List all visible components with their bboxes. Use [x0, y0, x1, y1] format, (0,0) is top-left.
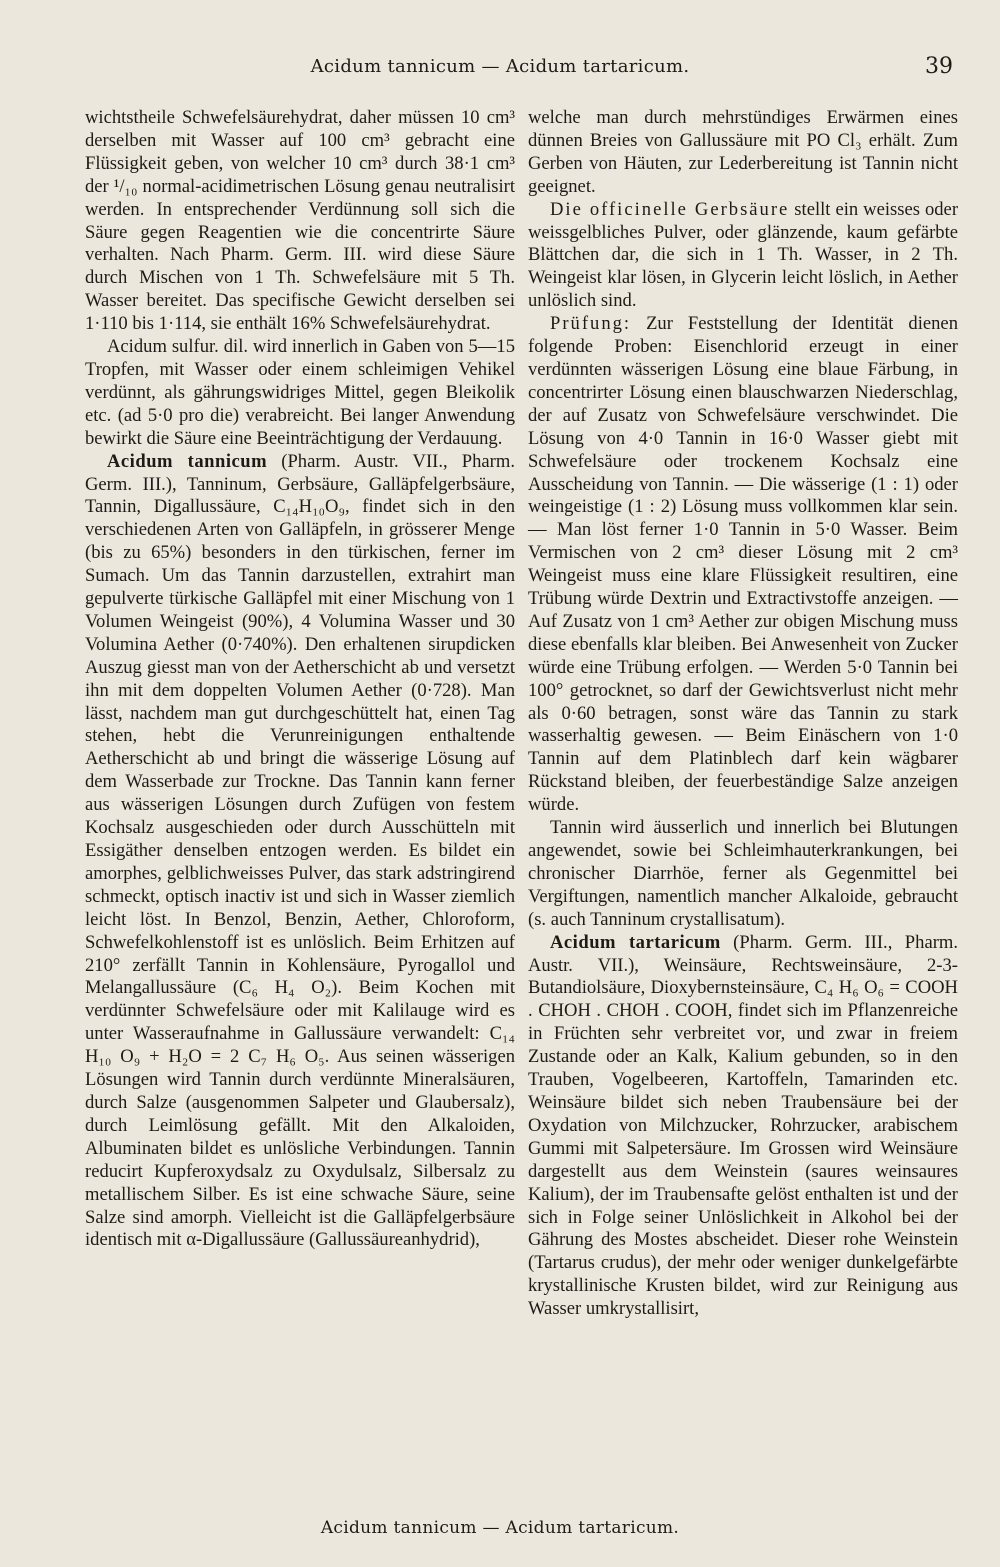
spaced-term: Die officinelle Gerbsäure [550, 198, 790, 220]
running-head: Acidum tannicum — Acidum tartaricum. [310, 56, 690, 77]
paragraph-text: Zur Feststellung der Identität dienen folgende Proben: Eisenchlorid erzeugt in einer verdünnten wässerigen Lösung eine blaue Färbung, in concentrirter Lösung einen blauschwarzen Niederschlag, der auf Zusatz von Schwefelsäure verschwindet. Die Lösung von 4·0 Tannin in 16·0 Wasser giebt mit Schwefelsäure oder trockenem Kochsalz eine Ausscheidung von Tannin. — Die wässerige (1 : 1) oder weingeistige (1 : 2) Lösung muss vollkommen klar sein. — Man löst ferner 1·0 Tannin in 5·0 Wasser. Beim Vermischen von 2 cm³ dieser Lösung mit 2 cm³ Weingeist muss eine klare Flüssigkeit resultiren, eine Trübung würde Dextrin und Extractivstoffe anzeigen. — Auf Zusatz von 1 cm³ Aether zur obigen Mischung muss diese ebenfalls klar bleiben. Bei Anwesenheit von Zucker würde eine Trübung erfolgen. — Werden 5·0 Tannin bei 100° getrocknet, so darf der Gewichtsverlust nicht mehr als 0·60 betragen, sonst wäre das Tannin zu stark wasserhaltig gewesen. — Beim Einäschern von 1·0 Tannin auf dem Platinblech darf kein wägbarer Rückstand bleiben, der feuerbeständige Salze anzeigen würde. [528, 313, 958, 816]
footer-caption: Acidum tannicum — Acidum tartaricum. [320, 1518, 680, 1538]
paragraph: wichtstheile Schwefelsäurehydrat, daher müssen 10 cm³ derselben mit Wasser auf 100 cm³ gebracht eine Flüssigkeit geben, von welcher 10 cm³ durch 38·1 cm³ der ¹/₁₀ normal-acidimetrischen Lösung genau neutralisirt werden. In entsprechender Verdünnung soll sich die Säure gegen Reagentien wie die concentrirte Säure verhalten. Nach Pharm. Germ. III. wird diese Säure durch Mischen von 1 Th. Schwefelsäure mit 5 Th. Wasser bereitet. Das specifische Gewicht derselben sei 1·110 bis 1·114, sie enthält 16% Schwefelsäurehydrat. [85, 107, 515, 335]
entry-acidum-tannicum [85, 451, 515, 1253]
right-column [528, 107, 958, 1321]
paragraph [528, 313, 958, 817]
entry-text: (Pharm. Austr. VII., Pharm. Germ. III.), Tanninum, Gerbsäure, Galläpfelgerbsäure, Tannin, Digallussäure, C₁₄H₁₀O₉, findet sich in den verschiedenen Arten von Galläpfeln, in grösserer Menge (bis zu 65%) besonders in den türkischen, ferner im Sumach. Um das Tannin darzustellen, extrahirt man gepulverte türkische Galläpfel mit einer Mischung von 1 Volumen Weingeist (90%), 4 Volumina Wasser und 30 Volumina Aether (0·740%). Den erhaltenen sirupdicken Auszug giesst man von der Aetherschicht ab und versetzt ihn mit dem doppelten Volumen Aether (0·728). Man lässt, nachdem man gut durchgeschüttelt hat, einen Tag stehen, hebt die Verunreinigungen enthaltende Aetherschicht ab und bringt die wässerige Lösung auf dem Wasserbade zur Trockne. Das Tannin kann ferner aus wässerigen Lösungen durch Zufügen von festem Kochsalz ausgeschieden oder durch Ausschütteln mit Essigäther denselben entzogen werden. Es bildet ein amorphes, gelblichweisses Pulver, das stark adstringirend schmeckt, optisch inactiv ist und sich in Wasser ziemlich leicht löst. In Benzol, Benzin, Aether, Chloroform, Schwefelkohlenstoff ist es unlöslich. Beim Erhitzen auf 210° zerfällt Tannin in Kohlensäure, Pyrogallol und Melangallussäure (C₆ H₄ O₂). Beim Kochen mit verdünnter Schwefelsäure oder mit Kalilauge wird es unter Wasseraufnahme in Gallussäure verwandelt: C₁₄ H₁₀ O₉ + H₂O = 2 C₇ H₆ O₅. Aus seinen wässerigen Lösungen wird Tannin durch verdünnte Mineralsäuren, durch Salze (ausgenommen Salpeter und Glaubersalz), durch Leimlösung gefällt. Mit den Alkaloiden, Albuminaten bildet es unlösliche Verbindungen. Tannin reducirt Kupferoxydsalz zu Oxydulsalz, Silbersalz zu metallischem Silber. Es ist eine schwache Säure, seine Salze sind amorph. Vielleicht ist die Galläpfelgerbsäure identisch mit α-Digallussäure (Gallussäureanhydrid), [85, 450, 515, 1251]
spaced-term: Prüfung: [550, 313, 632, 335]
paragraph [528, 199, 958, 314]
paragraph: welche man durch mehrstündiges Erwärmen eines dünnen Breies von Gallussäure mit PO Cl₃ erhält. Zum Gerben von Häuten, zur Lederbereitung ist Tannin nicht geeignet. [528, 107, 958, 197]
page-number: 39 [925, 54, 953, 79]
entry-heading: Acidum tannicum [107, 450, 268, 472]
paragraph: Tannin wird äusserlich und innerlich bei Blutungen angewendet, sowie bei Schleimhauterkrankungen, bei chronischer Diarrhöe, ferner als Gegenmittel bei Vergiftungen, namentlich mancher Alkaloide, gebraucht (s. auch Tanninum crystallisatum). [528, 817, 958, 930]
entry-text: (Pharm. Germ. III., Pharm. Austr. VII.), Weinsäure, Rechtsweinsäure, 2-3-Butandiolsäure, Dioxybernsteinsäure, C₄ H₆ O₆ = COOH . CHOH . CHOH . COOH, findet sich im Pflanzenreiche in Früchten sehr verbreitet vor, und zwar in freiem Zustande oder an Kalk, Kalium gebunden, so in den Trauben, Vogelbeeren, Kartoffeln, Tamarinden etc. Weinsäure bildet sich neben Traubensäure bei der Oxydation von Milchzucker, Rohrzucker, arabischem Gummi mit Salpetersäure. Im Grossen wird Weinsäure dargestellt aus dem Weinstein (saures weinsaures Kalium), der im Traubensafte gelöst enthalten ist und der sich in Folge seiner Unlöslichkeit in Alkohol bei der Gährung des Mostes abscheidet. Dieser rohe Weinstein (Tartarus crudus), der mehr oder weniger dunkelgefärbte krystallinische Krusten bildet, wird zur Reinigung aus Wasser umkrystallisirt, [528, 931, 958, 1320]
left-column [85, 107, 515, 1252]
entry-acidum-tartaricum [528, 932, 958, 1321]
paragraph-text: stellt ein weisses oder weissgelbliches Pulver, oder glänzende, kaum gefärbte Blättchen dar, die sich in 1 Th. Wasser, in 2 Th. Weingeist klar lösen, in Glycerin leicht löslich, in Aether unlöslich sind. [528, 198, 959, 312]
paragraph: Acidum sulfur. dil. wird innerlich in Gaben von 5—15 Tropfen, mit Wasser oder einem schleimigen Vehikel verdünnt, als gährungswidriges Mittel, gegen Bleikolik etc. (ad 5·0 pro die) verabreicht. Bei langer Anwendung bewirkt die Säure eine Beeinträchtigung der Verdauung. [85, 336, 515, 449]
entry-heading: Acidum tartaricum [550, 931, 721, 953]
